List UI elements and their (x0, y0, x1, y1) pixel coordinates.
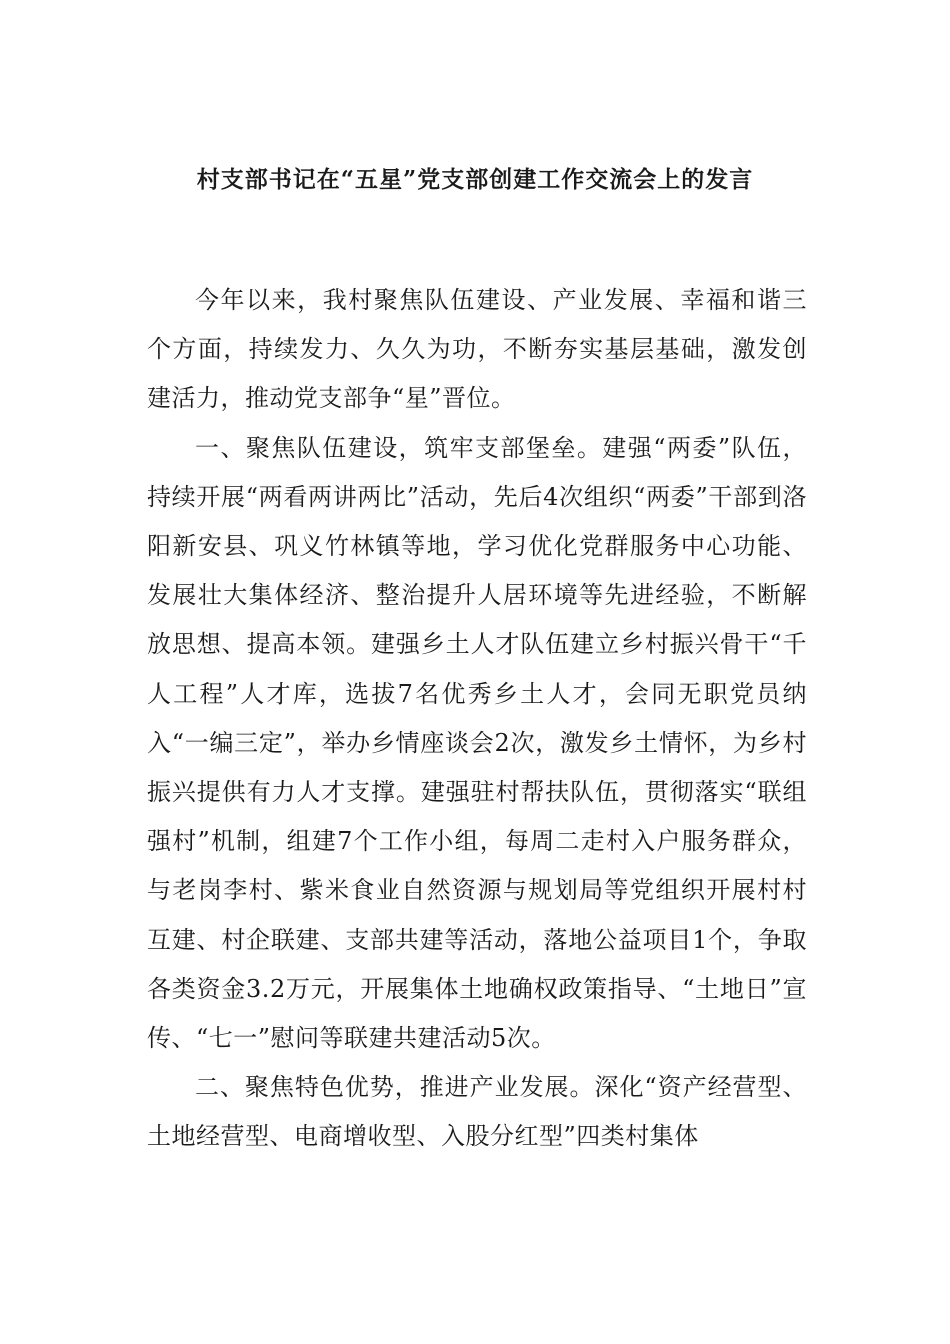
document-body (147, 276, 807, 1162)
document-title: 村支部书记在“五星”党支部创建工作交流会上的发言 (196, 166, 754, 193)
paragraph-team-building: 一、聚焦队伍建设，筑牢支部堡垒。建强“两委”队伍，持续开展“两看两讲两比”活动，先后4次组织“两委”干部到洛阳新安县、巩义竹林镇等地，学习优化党群服务中心功能、发展壮大集体经济、整治提升人居环境等先进经验，不断解放思想、提高本领。建强乡土人才队伍建立乡村振兴骨干“千人工程”人才库，选拔7名优秀乡土人才，会同无职党员纳入“一编三定”，举办乡情座谈会2次，激发乡土情怀，为乡村振兴提供有力人才支撑。建强驻村帮扶队伍，贯彻落实“联组强村”机制，组建7个工作小组，每周二走村入户服务群众，与老岗李村、紫米食业自然资源与规划局等党组织开展村村互建、村企联建、支部共建等活动，落地公益项目1个，争取各类资金3.2万元，开展集体土地确权政策指导、“土地日”宣传、“七一”慰问等联建共建活动5次。 (147, 433, 807, 1053)
paragraph-intro: 今年以来，我村聚焦队伍建设、产业发展、幸福和谐三个方面，持续发力、久久为功，不断夯实基层基础，激发创建活力，推动党支部争“星”晋位。 (147, 286, 807, 413)
paragraph-industry-development: 二、聚焦特色优势，推进产业发展。深化“资产经营型、土地经营型、电商增收型、入股分红型”四类村集体 (147, 1073, 807, 1151)
